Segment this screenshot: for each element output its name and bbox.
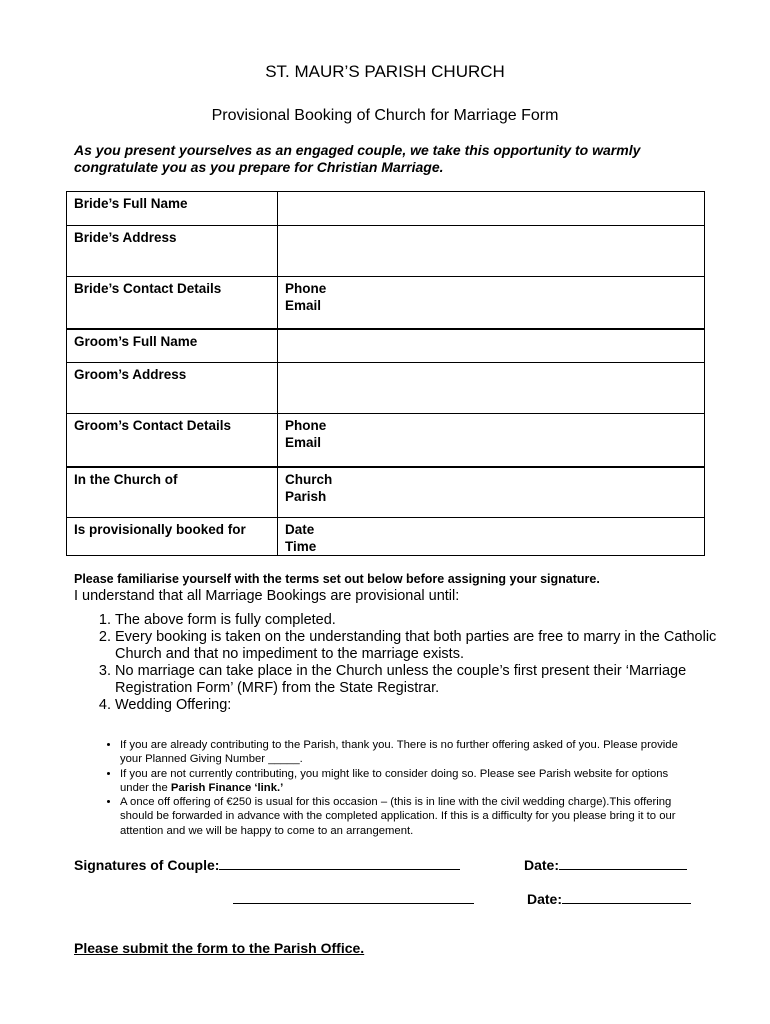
intro-text: As you present yourselves as an engaged couple, we take this opportunity to warmly congratulate you as you prepare for Christian Marriage. xyxy=(74,142,641,175)
bride-name-label: Bride’s Full Name xyxy=(67,192,278,226)
church-field[interactable] xyxy=(278,467,705,518)
groom-address-label: Groom’s Address xyxy=(67,363,278,414)
booked-for-label: Is provisionally booked for xyxy=(67,518,278,556)
list-item: 4. Wedding Offering: xyxy=(115,697,725,714)
date-label-2: Date: xyxy=(527,891,563,907)
bride-address-label: Bride’s Address xyxy=(67,226,278,277)
signature-line-2[interactable] xyxy=(233,889,474,904)
date-row-1 xyxy=(524,855,687,873)
groom-address-field[interactable] xyxy=(278,363,705,414)
groom-name-label: Groom’s Full Name xyxy=(67,329,278,363)
offering-bullets xyxy=(74,738,680,838)
form-subtitle: Provisional Booking of Church for Marriage Form xyxy=(211,107,559,124)
date-label-1: Date: xyxy=(524,857,560,873)
groom-phone-label: Phone xyxy=(285,418,327,433)
date-line-2[interactable] xyxy=(562,889,691,904)
list-item: • A once off offering of €250 is usual for this occasion – (this is in line with the civil wedding charge).This offering should be forwarded in advance with the completed application. If this is a difficulty for you please bring it to our attention and we will be happy to come to an arrangement. xyxy=(120,795,680,838)
signature-line-1[interactable] xyxy=(219,855,460,870)
date-label: Date xyxy=(285,522,315,537)
terms-heading: Please familiarise yourself with the terms set out below before assigning your signature. xyxy=(74,572,600,586)
groom-contact-field[interactable] xyxy=(278,414,705,467)
terms-intro: I understand that all Marriage Bookings are provisional until: xyxy=(74,588,460,604)
church-of-label: In the Church of xyxy=(67,467,278,518)
terms-list xyxy=(74,612,725,714)
list-item xyxy=(120,767,680,796)
bride-contact-label: Bride’s Contact Details xyxy=(67,277,278,329)
bride-phone-label: Phone xyxy=(285,281,327,296)
groom-name-field[interactable] xyxy=(278,329,705,363)
submit-instruction: Please submit the form to the Parish Office. xyxy=(74,940,365,956)
list-item: 1. The above form is fully completed. xyxy=(115,612,725,629)
booking-form-table xyxy=(66,191,705,556)
bride-address-field[interactable] xyxy=(278,226,705,277)
page-title: ST. MAUR’S PARISH CHURCH xyxy=(265,62,505,81)
bullet-text: If you are not currently contributing, you might like to consider doing so. Please see Parish website for options under the xyxy=(120,767,669,794)
groom-contact-label: Groom’s Contact Details xyxy=(67,414,278,467)
list-item: • If you are already contributing to the Parish, thank you. There is no further offering asked of you. Please provide your Planned Giving Number _____. xyxy=(120,738,680,767)
bride-email-label: Email xyxy=(285,298,322,313)
list-item: 3. No marriage can take place in the Church unless the couple’s first present their ‘Marriage Registration Form’ (MRF) from the State Registrar. xyxy=(115,663,725,697)
parish-label: Parish xyxy=(285,488,327,504)
date-row-2 xyxy=(527,889,691,907)
list-item: 2. Every booking is taken on the understanding that both parties are free to marry in the Catholic Church and that no impediment to the marriage exists. xyxy=(115,629,725,663)
groom-email-label: Email xyxy=(285,435,322,450)
booking-datetime-field[interactable] xyxy=(278,518,705,556)
church-label: Church xyxy=(285,471,333,487)
date-line-1[interactable] xyxy=(559,855,687,870)
signatures-row-2 xyxy=(233,889,474,907)
parish-finance-link: Parish Finance ‘link.’ xyxy=(170,781,284,794)
bride-contact-field[interactable] xyxy=(278,277,705,329)
signatures-label: Signatures of Couple: xyxy=(74,857,220,873)
signatures-row-1 xyxy=(74,855,460,873)
bride-name-field[interactable] xyxy=(278,192,705,226)
time-label: Time xyxy=(285,539,317,554)
